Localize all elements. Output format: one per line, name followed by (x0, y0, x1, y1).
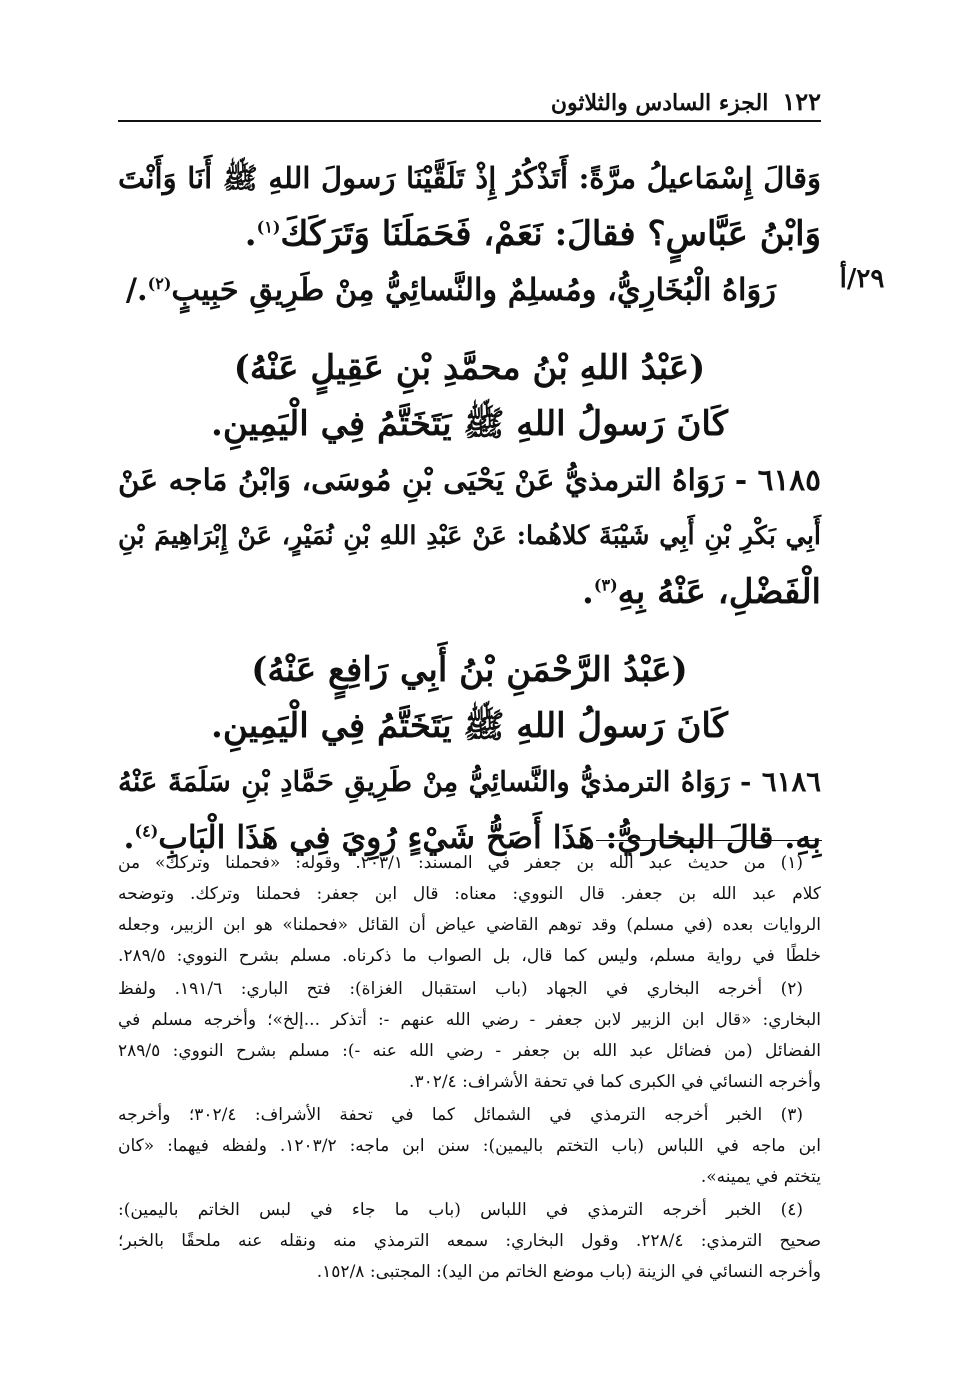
footnote-2: (٢) أخرجه البخاري في الجهاد (باب استقبال الغزاة): فتح الباري: ١٩١/٦. ولفظ البخاري: «قال ابن الزبير لابن جعفر - رضي الله عنهم -: أتذكر ...إلخ»؛ وأخرجه مسلم في الفضائل (من فضائل عبد الله بن جعفر - رضي الله عنه -): مسلم بشرح النووي: ٢٨٩/٥ وأخرجه النسائي في الكبرى كما في تحفة الأشراف: ٣٠٢/٤. (118, 979, 821, 1092)
footnote-4: (٤) الخبر أخرجه الترمذي في اللباس (باب ما جاء في لبس الخاتم باليمين): صحيح الترمذي: ٢٢٨/٤. وقول البخاري: سمعه الترمذي منه ونقله عنه ملحقًا بالخبر؛ وأخرجه النسائي في الزينة (باب موضع الخاتم من اليد): المجتبى: ١٥٢/٨. (118, 1200, 821, 1282)
footnotes (118, 848, 821, 1290)
running-header (118, 86, 821, 122)
hadith-text: كَانَ رَسولُ اللهِ ﷺ يَتَخَتَّمُ فِي الْيَمِينِ. (211, 706, 728, 746)
section-heading: (عَبْدُ الرَّحْمَنِ بْنُ أَبِي رَافِعٍ عَنْهُ) (251, 650, 688, 690)
text-line: رَوَاهُ الْبُخَارِيُّ، ومُسلِمٌ والنَّسائِيُّ مِنْ طَرِيقِ حَبِيبٍ$^{(٢)}$./ (125, 272, 776, 308)
section-heading: (عَبْدُ اللهِ بْنُ محمَّدِ بْنِ عَقِيلٍ عَنْهُ) (233, 348, 706, 388)
footnote-ref[interactable]: (١) (256, 217, 281, 237)
page-number: ١٢٢ (782, 87, 821, 116)
margin-folio-note: ٢٩/أ (839, 264, 885, 294)
text-line: الْفَضْلِ، عَنْهُ بِهِ$^{(٣)}$. (582, 572, 821, 612)
footnote-1: (١) من حديث عبد الله بن جعفر في المسند: ٢٠٣/١. وقوله: «فحملنا وتركك» من كلام عبد الله بن جعفر. قال النووي: معناه: قال ابن جعفر: فحملنا وتركك. وتوضحه الروايات بعده (في مسلم) وقد توهم القاضي عياض أن القائل «فحملنا» هو ابن الزبير، وجعله خلطًا في رواية مسلم، وليس كما قال، بل الصواب ما ذكرناه. مسلم بشرح النووي: ٢٨٩/٥. (118, 853, 821, 966)
footnote-3: (٣) الخبر أخرجه الترمذي في الشمائل كما في تحفة الأشراف: ٣٠٢/٤؛ وأخرجه ابن ماجه في اللباس (باب التختم باليمين): سنن ابن ماجه: ١٢٠٣/٢. ولفظه فيهما: «كان يتختم في يمينه». (118, 1105, 821, 1187)
text-line: بِهِ. قالَ البخاريُّ: هَذَا أَصَحُّ شَيْءٍ رُوِيَ فِي هَذَا الْبَابِ$^{(٤)}$. (123, 819, 821, 856)
hadith-text: كَانَ رَسولُ اللهِ ﷺ يَتَخَتَّمُ فِي الْيَمِينِ. (211, 404, 728, 444)
text-line: وَابْنُ عَبَّاسٍ؟ فقالَ: نَعَمْ، فَحَمَلَنَا وَتَرَكَكَ$^{(١)}$. (244, 214, 821, 254)
footnote-ref[interactable]: (٣) (593, 575, 618, 595)
footnote-ref[interactable]: (٢) (147, 273, 172, 293)
text-line: ٦١٨٦ - رَوَاهُ الترمذيُّ والنَّسائِيُّ مِنْ طَرِيقِ حَمَّادِ بْنِ سَلَمَةَ عَنْهُ (118, 766, 821, 798)
footnote-divider (596, 840, 822, 841)
main-text (118, 150, 821, 866)
text-line: أَبِي بَكْرِ بْنِ أَبِي شَيْبَةَ كلاهُما: عَنْ عَبْدِ اللهِ بْنِ نُمَيْرٍ، عَنْ إِبْرَاهِيمَ بْنِ (118, 521, 821, 551)
footnote-ref[interactable]: (٤) (134, 821, 159, 841)
part-title: الجزء السادس والثلاثون (550, 90, 769, 116)
text-line: ٦١٨٥ - رَوَاهُ الترمذيُّ عَنْ يَحْيَى بْنِ مُوسَى، وَابْنُ مَاجه عَنْ (118, 462, 821, 497)
text-line: وَقالَ إِسْمَاعيلُ مرَّةً: أَتَذْكُرُ إِذْ تَلَقَّيْنَا رَسولَ اللهِ ﷺ أَنَا وَأَنْتَ (118, 161, 821, 195)
